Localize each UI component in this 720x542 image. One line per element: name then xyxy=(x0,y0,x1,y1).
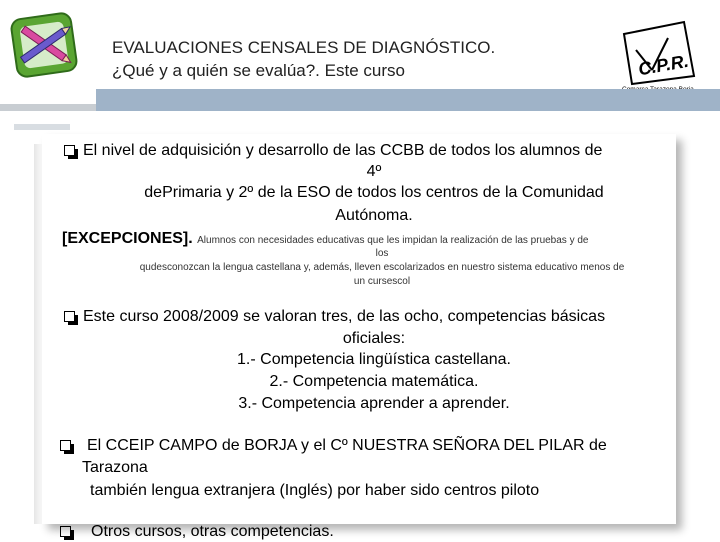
checkbox-bullet-icon xyxy=(64,311,75,322)
bullet-2-line-2: oficiales: xyxy=(342,330,406,347)
cpr-logo-text: C.P.R. xyxy=(636,50,691,80)
bullet-4-line-1: Otros cursos, otras competencias. xyxy=(91,523,334,540)
bullet-1 xyxy=(64,140,684,161)
bullet-4 xyxy=(60,521,700,542)
exceptions-label: [EXCEPCIONES]. xyxy=(62,230,193,247)
competence-item-1: 1.- Competencia lingüística castellana. xyxy=(237,351,511,368)
exceptions-line-2: los xyxy=(375,248,389,259)
bullet-3-line-3: también lengua extranjera (Inglés) por haber sido centros piloto xyxy=(90,482,540,499)
page-title xyxy=(112,36,495,82)
bullet-1-line-4: Autónoma. xyxy=(335,207,413,224)
exceptions-line-4: un cursescol xyxy=(353,276,411,287)
checkbox-bullet-icon xyxy=(64,145,75,156)
competence-item-2: 2.- Competencia matemática. xyxy=(269,373,479,390)
header-divider-bar xyxy=(96,89,720,111)
decorative-divider xyxy=(14,124,70,130)
bullet-1-line-3: dePrimaria y 2º de la ESO de todos los centros de la Comunidad xyxy=(144,184,604,201)
bullet-3-line-2: Tarazona xyxy=(82,459,148,476)
pencils-logo-icon xyxy=(8,10,82,80)
checkbox-bullet-icon xyxy=(60,526,71,537)
bullet-1-line-1: El nivel de adquisición y desarrollo de las CCBB de todos los alumnos de xyxy=(83,142,603,159)
title-line-2: ¿Qué y a quién se evalúa?. Este curso xyxy=(112,61,405,80)
exceptions-note xyxy=(62,228,702,249)
cpr-logo xyxy=(618,20,702,94)
bullet-3-line-1: El CCEIP CAMPO de BORJA y el Cº NUESTRA SEÑORA DEL PILAR de xyxy=(87,437,607,454)
header-divider-grey xyxy=(0,104,96,111)
bullet-3 xyxy=(60,435,700,456)
competence-item-3: 3.- Competencia aprender a aprender. xyxy=(238,395,510,412)
checkbox-bullet-icon xyxy=(60,440,71,451)
bullet-2-line-1: Este curso 2008/2009 se valoran tres, de las ocho, competencias básicas xyxy=(83,308,606,325)
title-line-1: EVALUACIONES CENSALES DE DIAGNÓSTICO. xyxy=(112,38,496,57)
exceptions-line-1: Alumnos con necesidades educativas que les impidan la realización de las pruebas y de xyxy=(197,235,589,246)
exceptions-line-3: qudesconozcan la lengua castellana y, además, lleven escolarizados en nuestro sistema educativo menos de xyxy=(139,262,625,273)
bullet-1-line-2: 4º xyxy=(366,163,382,180)
bullet-2 xyxy=(64,306,684,327)
